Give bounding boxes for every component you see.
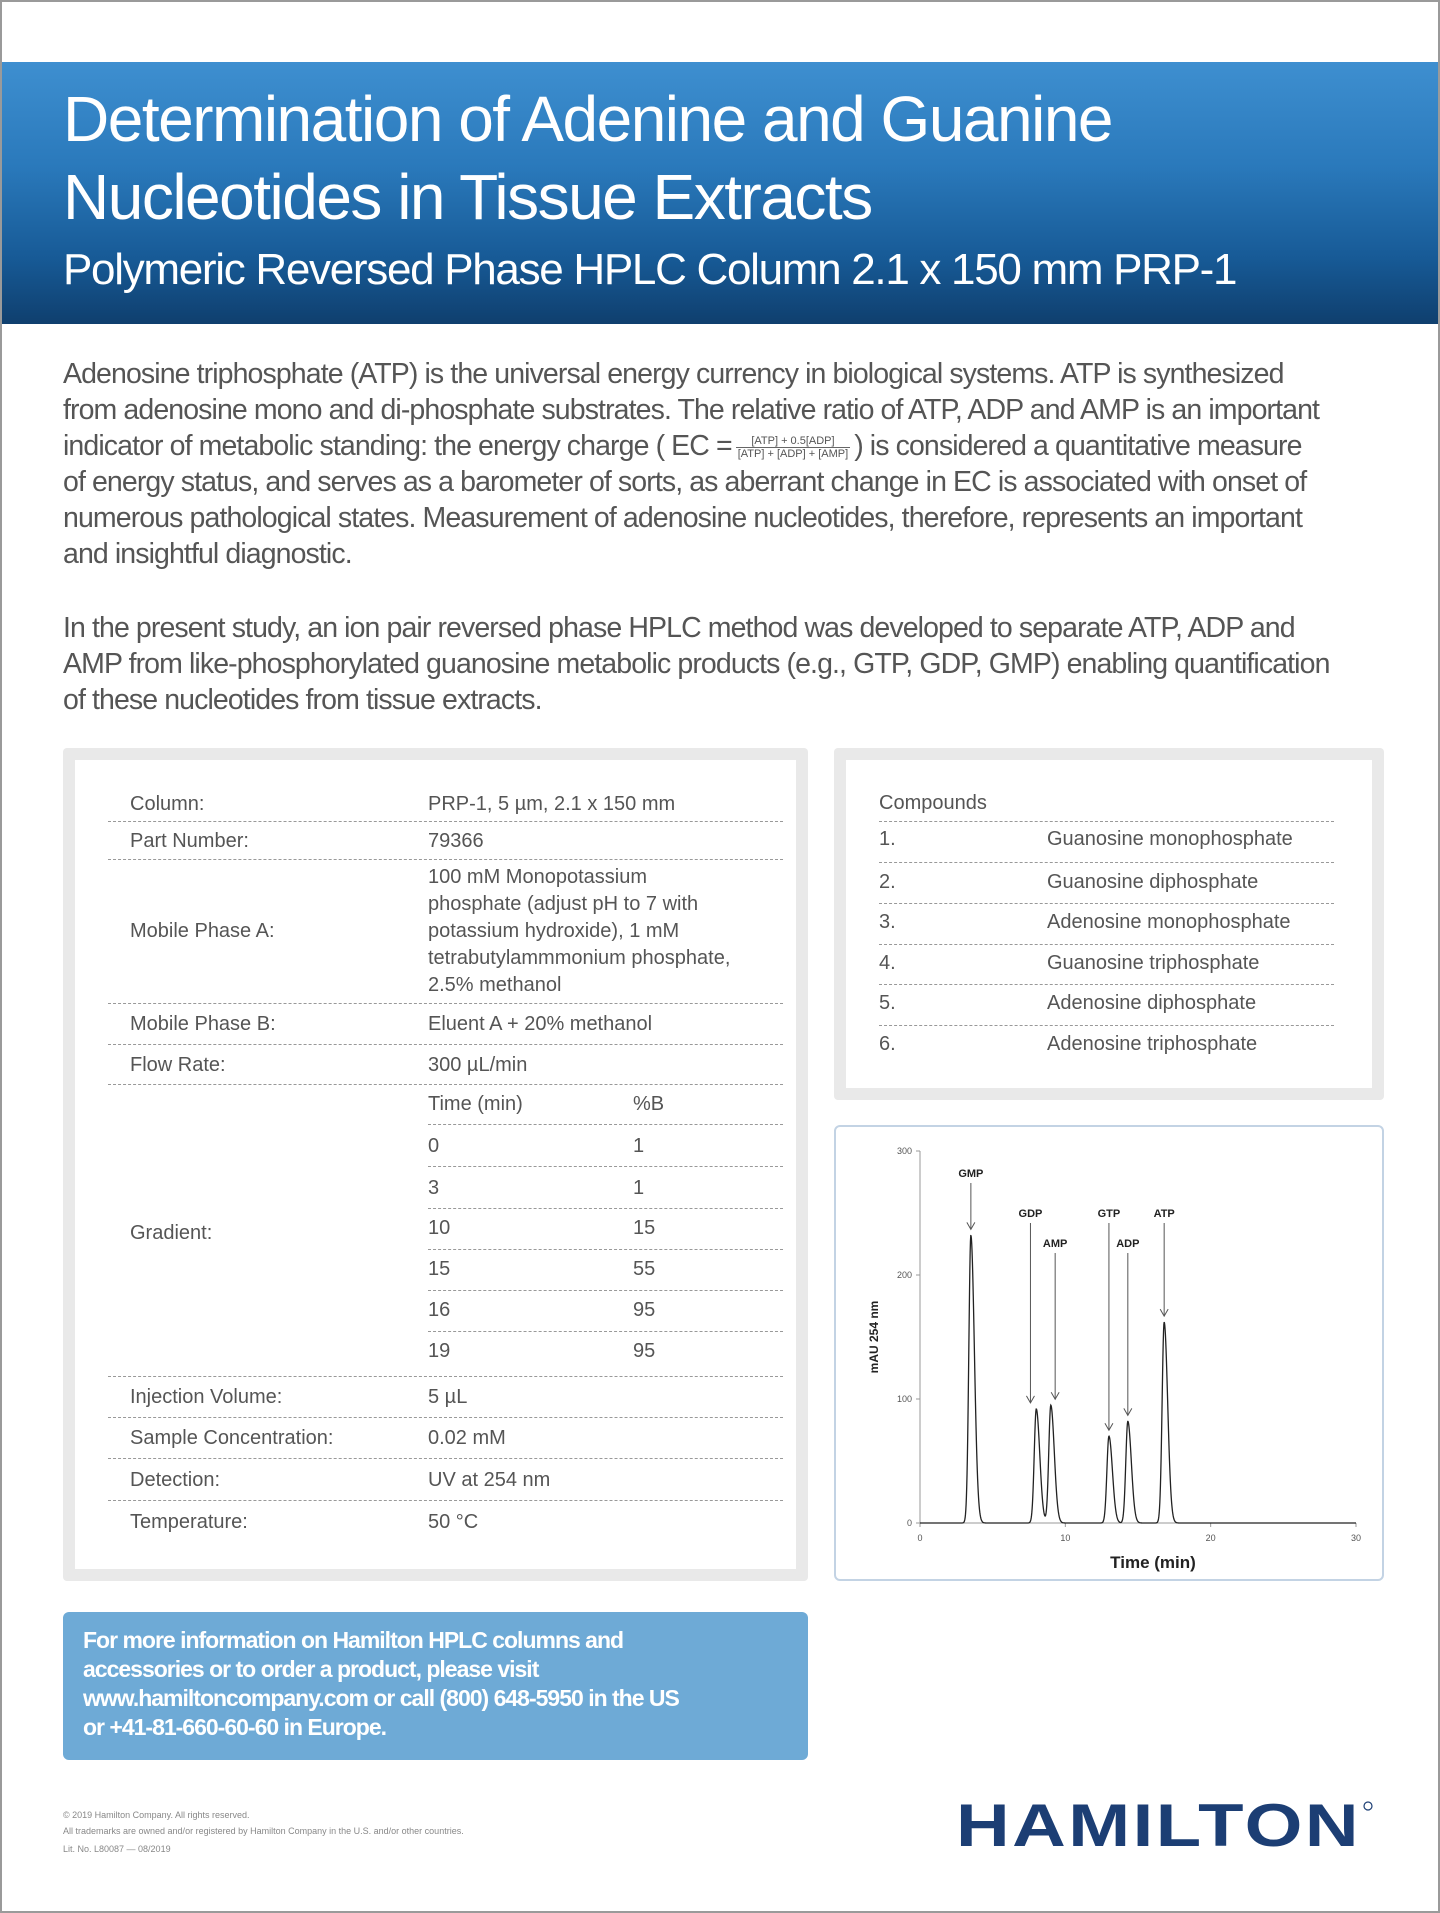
condition-value-line: tetrabutylammmonium phosphate, bbox=[428, 947, 731, 969]
condition-row-mobile-phase-a bbox=[108, 860, 783, 1004]
fraction-denominator: [ATP] + [ADP] + [AMP] bbox=[737, 447, 849, 460]
gradient-row bbox=[428, 1291, 783, 1332]
gradient-row bbox=[428, 1250, 783, 1291]
condition-row-mobile-phase-b bbox=[108, 1004, 783, 1045]
x-axis-label: Time (min) bbox=[1110, 1553, 1196, 1572]
condition-row-detection bbox=[108, 1459, 783, 1501]
compounds-list bbox=[879, 788, 1334, 1100]
chromatogram bbox=[836, 1127, 1382, 1579]
chromatogram-panel bbox=[834, 1125, 1384, 1581]
condition-row-flow-rate bbox=[108, 1045, 783, 1085]
chart-annotations bbox=[958, 1168, 1174, 1430]
compound-name: Adenosine diphosphate bbox=[1047, 992, 1257, 1014]
y-tick-label: 0 bbox=[906, 1518, 912, 1528]
condition-label: Column: bbox=[130, 793, 205, 815]
compounds-header: Compounds bbox=[879, 792, 987, 814]
gradient-header: %B bbox=[633, 1093, 665, 1115]
gradient-header-row bbox=[428, 1085, 783, 1125]
peak-label: AMP bbox=[1042, 1238, 1068, 1250]
gradient-time: 15 bbox=[428, 1258, 451, 1280]
study-line: In the present study, an ion pair reversed phase HPLC method was developed to separate ATP, ADP and bbox=[63, 612, 1295, 644]
chart-trace bbox=[920, 1236, 1356, 1523]
gradient-percent-b: 95 bbox=[633, 1299, 656, 1321]
gradient-percent-b: 1 bbox=[633, 1135, 645, 1157]
compound-row bbox=[879, 1026, 1334, 1066]
gradient-percent-b: 95 bbox=[633, 1340, 656, 1362]
compound-name: Guanosine diphosphate bbox=[1047, 871, 1259, 893]
compound-number: 5. bbox=[879, 992, 896, 1014]
intro-line: Adenosine triphosphate (ATP) is the universal energy currency in biological systems. ATP is synthesized bbox=[63, 358, 1284, 390]
contact-info-box bbox=[63, 1612, 808, 1760]
y-axis-label: mAU 254 nm bbox=[867, 1300, 881, 1374]
compound-name: Guanosine monophosphate bbox=[1047, 828, 1293, 850]
condition-label: Injection Volume: bbox=[130, 1386, 283, 1408]
trademark-text: All trademarks are owned and/or registered by Hamilton Company in the U.S. and/or other countries. bbox=[63, 1826, 464, 1836]
y-tick-label: 200 bbox=[896, 1270, 912, 1280]
intro-line: and insightful diagnostic. bbox=[63, 538, 352, 570]
condition-row-sample-concentration bbox=[108, 1418, 783, 1459]
gradient-time: 10 bbox=[428, 1217, 451, 1239]
condition-value: UV at 254 nm bbox=[428, 1469, 551, 1491]
intro-line: numerous pathological states. Measurement of adenosine nucleotides, therefore, represents an important bbox=[63, 502, 1302, 534]
gradient-header: Time (min) bbox=[428, 1093, 523, 1115]
y-tick-label: 300 bbox=[896, 1146, 912, 1156]
x-tick-label: 10 bbox=[1060, 1533, 1071, 1543]
compound-number: 3. bbox=[879, 911, 896, 933]
info-line: For more information on Hamilton HPLC columns and bbox=[83, 1627, 624, 1653]
intro-line-with-formula bbox=[63, 428, 1393, 464]
condition-label: Temperature: bbox=[130, 1511, 248, 1533]
compounds-table bbox=[846, 760, 1372, 1088]
x-tick-label: 0 bbox=[917, 1533, 923, 1543]
condition-value: 5 µL bbox=[428, 1386, 468, 1408]
condition-row-injection-volume bbox=[108, 1377, 783, 1418]
study-line: of these nucleotides from tissue extracts. bbox=[63, 684, 542, 716]
condition-label: Gradient: bbox=[130, 1222, 213, 1244]
conditions-table bbox=[75, 760, 796, 1569]
compounds-header-row bbox=[879, 788, 1334, 822]
condition-label: Flow Rate: bbox=[130, 1054, 226, 1076]
intro-text: ) is considered a quantitative measure bbox=[854, 430, 1302, 462]
x-tick-label: 20 bbox=[1205, 1533, 1216, 1543]
intro-line: of energy status, and serves as a barometer of sorts, as aberrant change in EC is associated with onset of bbox=[63, 466, 1307, 498]
condition-label: Sample Concentration: bbox=[130, 1427, 334, 1449]
intro-line: from adenosine mono and di-phosphate substrates. The relative ratio of ATP, ADP and AMP is an important bbox=[63, 394, 1320, 426]
condition-row-temperature bbox=[108, 1501, 783, 1541]
compound-number: 2. bbox=[879, 871, 896, 893]
gradient-time: 19 bbox=[428, 1340, 451, 1362]
condition-value: PRP-1, 5 µm, 2.1 x 150 mm bbox=[428, 793, 676, 815]
condition-value: 50 °C bbox=[428, 1511, 479, 1533]
condition-row-part-number bbox=[108, 822, 783, 860]
compound-name: Guanosine triphosphate bbox=[1047, 952, 1260, 974]
compound-name: Adenosine triphosphate bbox=[1047, 1033, 1258, 1055]
condition-label: Detection: bbox=[130, 1469, 221, 1491]
condition-value: 0.02 mM bbox=[428, 1427, 506, 1449]
gradient-time: 16 bbox=[428, 1299, 451, 1321]
peak-label: GMP bbox=[958, 1168, 984, 1180]
page-title-line-2: Nucleotides in Tissue Extracts bbox=[63, 161, 872, 233]
condition-row-column bbox=[108, 788, 783, 822]
condition-value: Eluent A + 20% methanol bbox=[428, 1013, 653, 1035]
chromatogram-trace-line bbox=[920, 1236, 1356, 1523]
gradient-row bbox=[428, 1209, 783, 1250]
gradient-row bbox=[428, 1332, 783, 1377]
peak-label: GTP bbox=[1097, 1208, 1121, 1220]
hamilton-logo-text: HAMILTON bbox=[956, 1796, 1361, 1856]
peak-label: ATP bbox=[1153, 1208, 1175, 1220]
page-subtitle: Polymeric Reversed Phase HPLC Column 2.1 x 150 mm PRP-1 bbox=[63, 245, 1237, 294]
compound-number: 4. bbox=[879, 952, 896, 974]
peak-label: ADP bbox=[1116, 1238, 1140, 1250]
conditions-panel bbox=[63, 748, 808, 1581]
gradient-percent-b: 15 bbox=[633, 1217, 656, 1239]
condition-value: 300 µL/min bbox=[428, 1054, 528, 1076]
gradient-row bbox=[428, 1125, 783, 1167]
compounds-panel bbox=[834, 748, 1384, 1100]
registered-mark-icon bbox=[1364, 1802, 1372, 1810]
copyright-text: © 2019 Hamilton Company. All rights reserved. bbox=[63, 1810, 250, 1820]
intro-paragraph bbox=[63, 356, 1393, 572]
gradient-time: 0 bbox=[428, 1135, 440, 1157]
gradient-percent-b: 55 bbox=[633, 1258, 656, 1280]
condition-label: Part Number: bbox=[130, 830, 249, 852]
gradient-table bbox=[428, 1085, 783, 1377]
peak-label: GDP bbox=[1018, 1208, 1043, 1220]
study-line: AMP from like-phosphorylated guanosine metabolic products (e.g., GTP, GDP, GMP) enabling quantification bbox=[63, 648, 1330, 680]
info-line-website[interactable]: www.hamiltoncompany.com or call (800) 648-5950 in the US bbox=[83, 1685, 679, 1711]
energy-charge-fraction bbox=[736, 435, 850, 460]
info-line: or +41-81-660-60-60 in Europe. bbox=[83, 1714, 387, 1740]
gradient-row bbox=[428, 1167, 783, 1209]
compound-row bbox=[879, 985, 1334, 1026]
condition-value-line: potassium hydroxide), 1 mM bbox=[428, 920, 680, 942]
compound-row bbox=[879, 945, 1334, 985]
condition-value-line: phosphate (adjust pH to 7 with bbox=[428, 893, 699, 915]
x-tick-label: 30 bbox=[1350, 1533, 1362, 1543]
compound-row bbox=[879, 904, 1334, 945]
compound-row bbox=[879, 822, 1334, 863]
y-tick-label: 100 bbox=[896, 1394, 912, 1404]
compound-row bbox=[879, 863, 1334, 904]
condition-label: Mobile Phase A: bbox=[130, 920, 275, 942]
info-line: accessories or to order a product, please visit bbox=[83, 1656, 539, 1682]
study-paragraph bbox=[63, 610, 1393, 718]
page-title-line-1: Determination of Adenine and Guanine bbox=[63, 83, 1112, 155]
compound-number: 1. bbox=[879, 828, 896, 850]
fraction-numerator: [ATP] + 0.5[ADP] bbox=[736, 435, 850, 448]
gradient-percent-b: 1 bbox=[633, 1177, 645, 1199]
condition-row-gradient bbox=[108, 1085, 783, 1377]
condition-value: 79366 bbox=[428, 830, 484, 852]
condition-label: Mobile Phase B: bbox=[130, 1013, 276, 1035]
hamilton-logo bbox=[956, 1796, 1376, 1856]
condition-value-line: 2.5% methanol bbox=[428, 974, 562, 996]
compound-name: Adenosine monophosphate bbox=[1047, 911, 1291, 933]
intro-text: indicator of metabolic standing: the energy charge ( EC = bbox=[63, 430, 732, 462]
condition-value-line: 100 mM Monopotassium bbox=[428, 866, 647, 888]
gradient-time: 3 bbox=[428, 1177, 440, 1199]
compound-number: 6. bbox=[879, 1033, 896, 1055]
literature-number: Lit. No. L80087 — 08/2019 bbox=[63, 1844, 171, 1854]
